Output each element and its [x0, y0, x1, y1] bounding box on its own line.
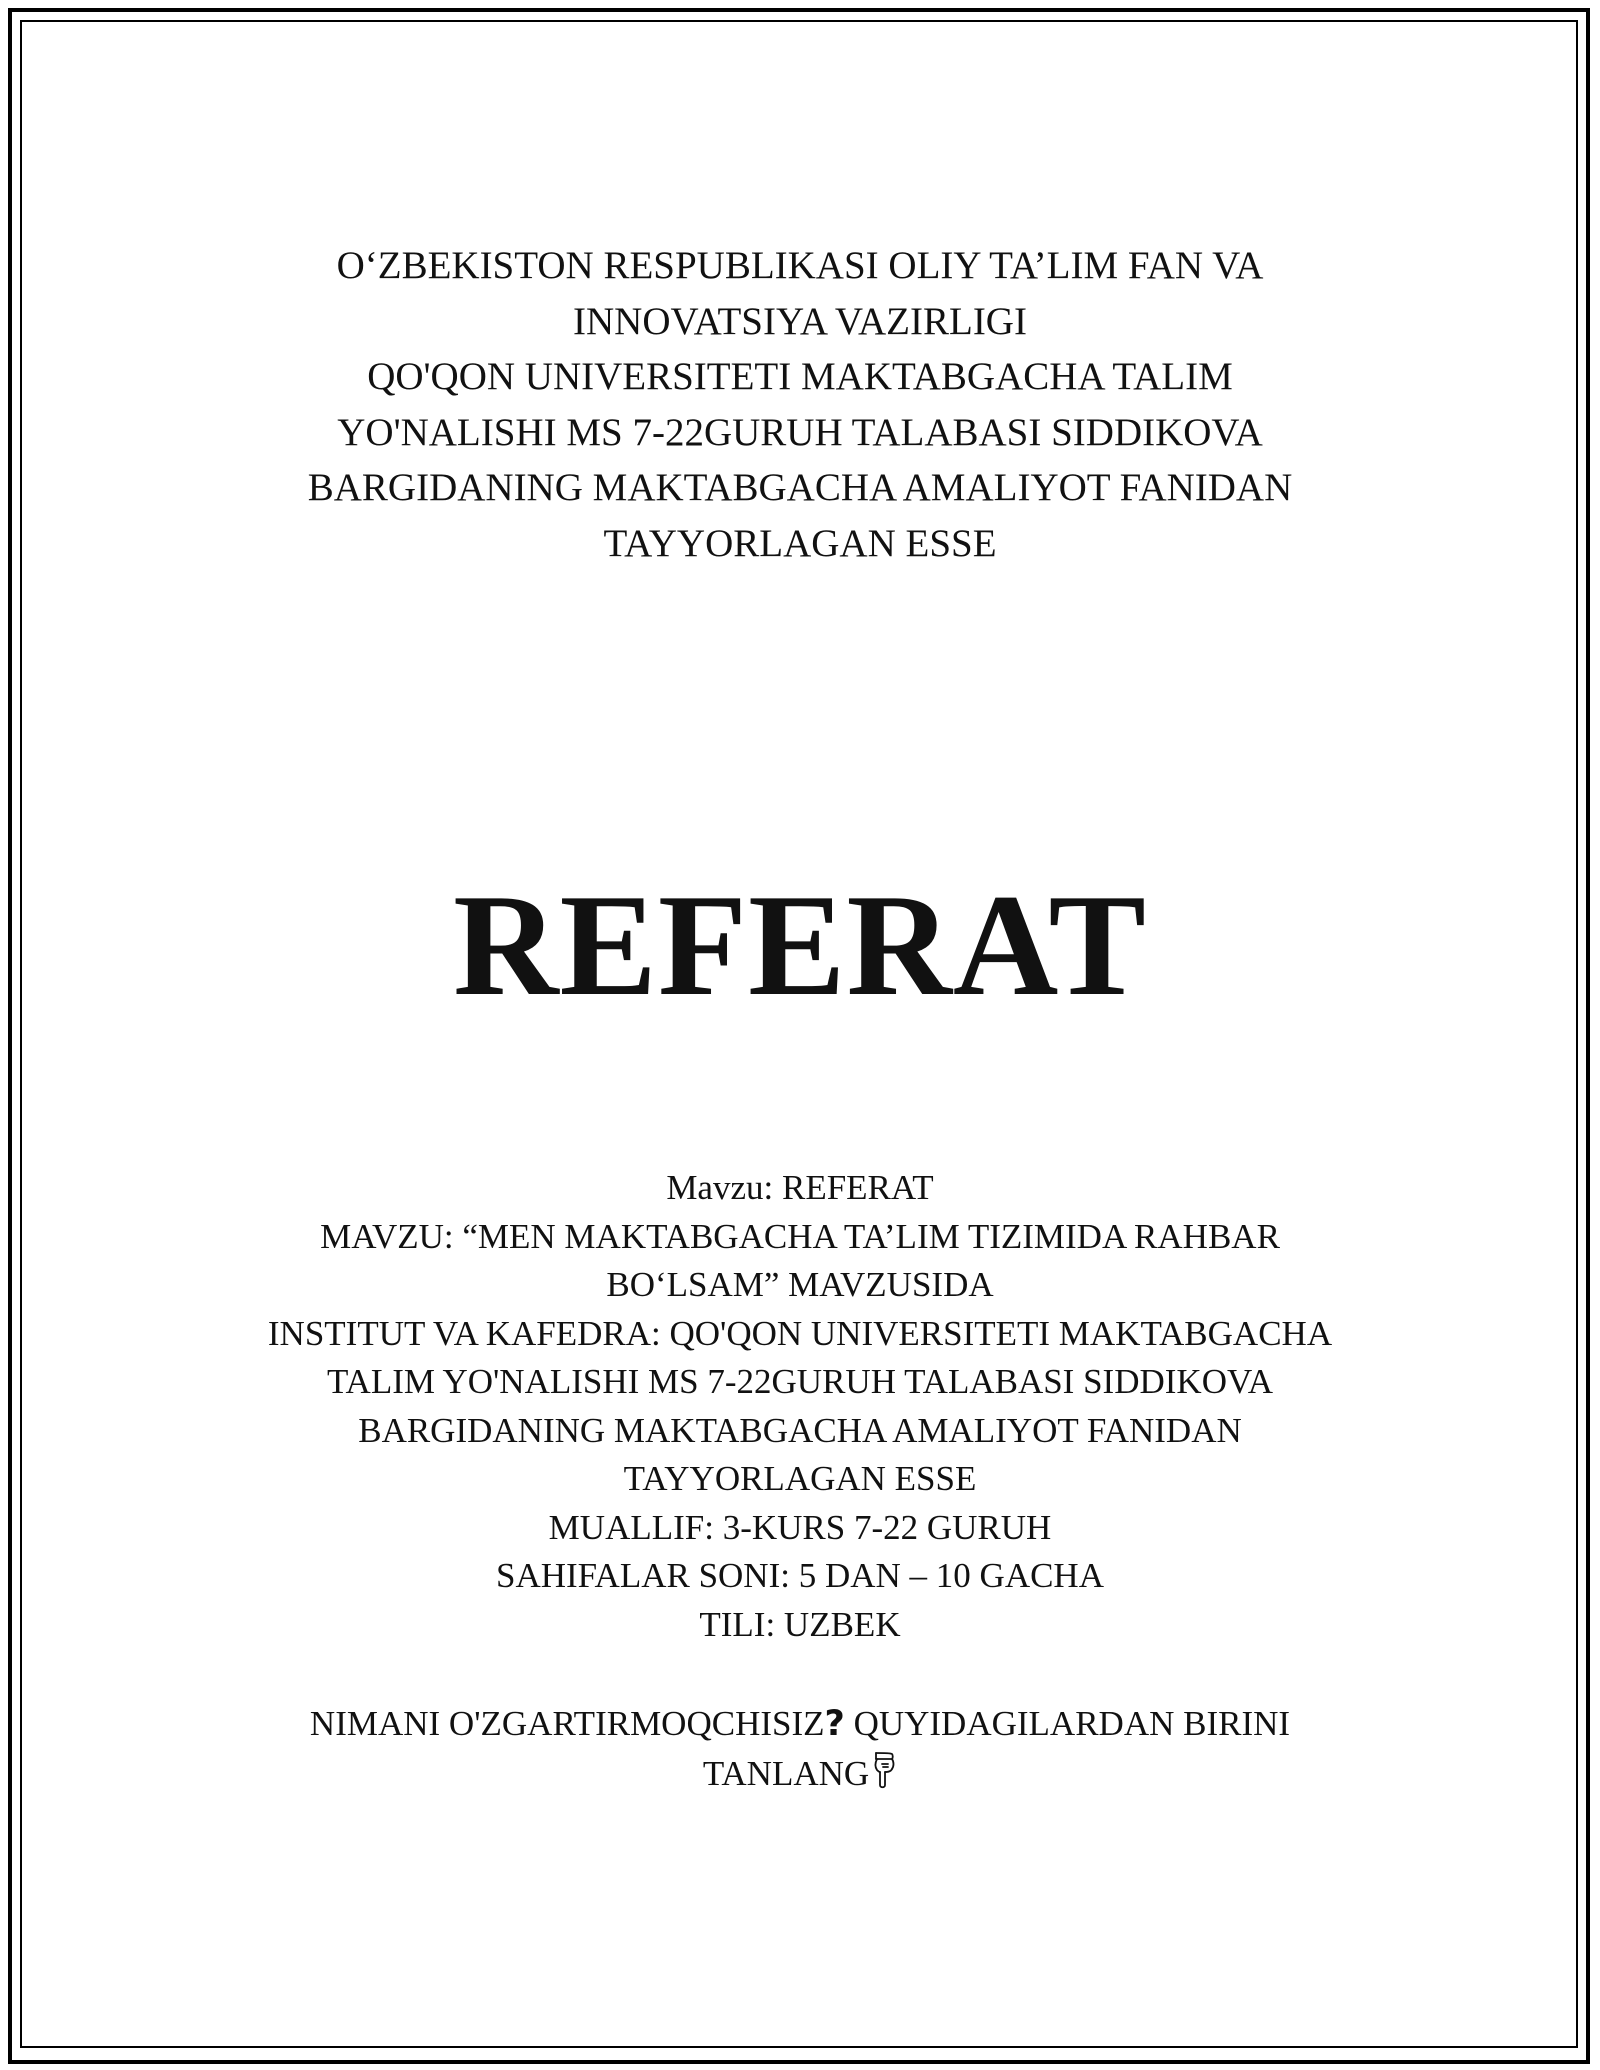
header-line: INNOVATSIYA VAZIRLIGI — [573, 299, 1027, 343]
details-line: TILI: UZBEK — [699, 1604, 901, 1644]
document-details — [150, 1164, 1450, 1649]
details-line: BO‘LSAM” MAVZUSIDA — [606, 1265, 994, 1304]
details-line: MUALLIF: 3-KURS 7-22 GURUH — [548, 1507, 1052, 1547]
prompt-select-text: TANLANG — [702, 1754, 870, 1793]
document-title: REFERAT — [453, 864, 1147, 1026]
header-line: QO'QON UNIVERSITETI MAKTABGACHA TALIM — [367, 355, 1233, 398]
choice-prompt — [150, 1699, 1450, 1799]
prompt-line-1 — [150, 1699, 1450, 1749]
header-line: YO'NALISHI MS 7-22GURUH TALABASI SIDDIKOVA — [337, 410, 1263, 454]
details-line: TALIM YO'NALISHI MS 7-22GURUH TALABASI SIDDIKOVA — [326, 1362, 1274, 1401]
header-line: O‘ZBEKISTON RESPUBLIKASI OLIY TA’LIM FAN VA — [336, 244, 1264, 287]
header-line: TAYYORLAGAN ESSE — [603, 521, 997, 565]
details-line: SAHIFALAR SONI: 5 DAN – 10 GACHA — [496, 1556, 1104, 1595]
prompt-text-continued: QUYIDAGILARDAN BIRINI — [844, 1704, 1291, 1743]
question-mark: ? — [824, 1704, 845, 1744]
header-line: BARGIDANING MAKTABGACHA AMALIYOT FANIDAN — [307, 466, 1293, 509]
details-line: Mavzu: REFERAT — [666, 1168, 934, 1207]
prompt-line-2 — [150, 1749, 1450, 1799]
details-line: BARGIDANING MAKTABGACHA AMALIYOT FANIDAN — [358, 1410, 1242, 1450]
pointing-down-hand-icon — [871, 1751, 897, 1791]
details-line: TAYYORLAGAN ESSE — [623, 1459, 977, 1498]
details-line: INSTITUT VA KAFEDRA: QO'QON UNIVERSITETI MAKTABGACHA — [267, 1313, 1333, 1353]
details-line: MAVZU: “MEN MAKTABGACHA TA’LIM TIZIMIDA RAHBAR — [320, 1216, 1280, 1256]
ministry-header — [200, 238, 1400, 571]
prompt-text: NIMANI O'ZGARTIRMOQCHISIZ — [309, 1704, 825, 1743]
